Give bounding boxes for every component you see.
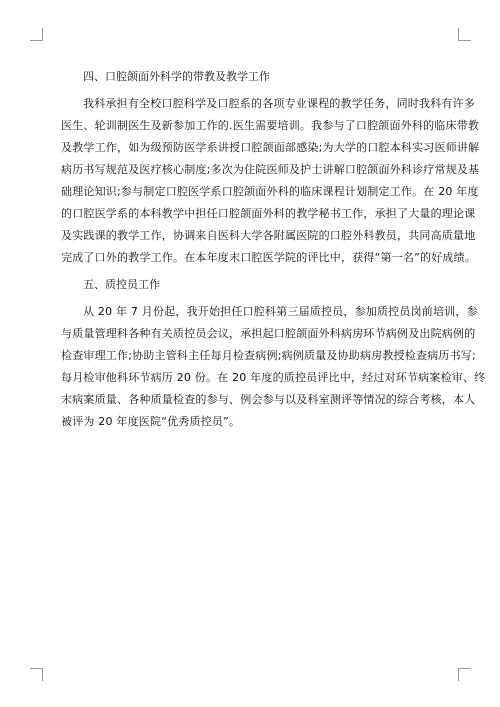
document-page — [61, 66, 486, 433]
crop-mark-top-right — [458, 28, 471, 41]
paragraph-line: 础理论知识;参与制定口腔医学系口腔颌面外科的临床课程计划制定工作。在 20 年度 — [61, 185, 479, 198]
paragraph-line: 病历书写规范及医疗核心制度;多次为住院医师及护士讲解口腔颌面外科诊疗常规及基 — [61, 163, 480, 176]
paragraph-line: 的口腔医学系的本科教学中担任口腔颌面外科的教学秘书工作，承担了大量的理论课 — [61, 207, 476, 220]
paragraph-line: 从 20 年 7 月份起，我开始担任口腔科第三届质控员，参加质控员岗前培训，参 — [83, 305, 478, 318]
paragraph-line: 医生、轮训制医生及新参加工作的.医生需要培训。我参与了口腔颌面外科的临床带教 — [61, 119, 480, 132]
paragraph-line: 及实践课的教学工作，协调来自医科大学各附属医院的口腔外科教员，共同高质量地 — [61, 229, 476, 242]
paragraph-teaching — [61, 93, 480, 269]
section-heading-quality-control: 五、质控员工作 — [83, 278, 160, 291]
paragraph-quality-control — [61, 301, 486, 433]
paragraph-line: 完成了口外的教学工作。在本年度末口腔医学院的评比中，获得“第一名”的好成绩。 — [61, 251, 476, 264]
paragraph-line: 被评为 20 年度医院“优秀质控员”。 — [61, 415, 241, 428]
paragraph-line: 及教学工作，如为级预防医学系讲授口腔颌面部感染;为大学的口腔本科实习医师讲解 — [61, 141, 480, 154]
paragraph-line: 每月检审他科环节病历 20 份。在 20 年度的质控员评比中，经过对环节病案检审、终 — [61, 371, 486, 384]
paragraph-line: 检查审理工作;协助主管科主任每月检查病例;病例质量及协助病房教授检查病历书写; — [61, 349, 476, 362]
section-heading-teaching: 四、口腔颌面外科学的带教及教学工作 — [83, 70, 270, 83]
paragraph-line: 末病案质量、各种质量检查的参与、例会参与以及科室测评等情况的综合考核，本人 — [61, 393, 476, 406]
paragraph-line: 与质量管理科各种有关质控员会议，承担起口腔颌面外科病房环节病例及出院病例的 — [61, 327, 476, 340]
crop-mark-bottom-left — [30, 668, 43, 681]
crop-mark-bottom-right — [458, 668, 471, 681]
paragraph-line: 我科承担有全校口腔科学及口腔系的各项专业课程的教学任务，同时我科有许多 — [83, 97, 475, 110]
crop-mark-top-left — [30, 28, 43, 41]
